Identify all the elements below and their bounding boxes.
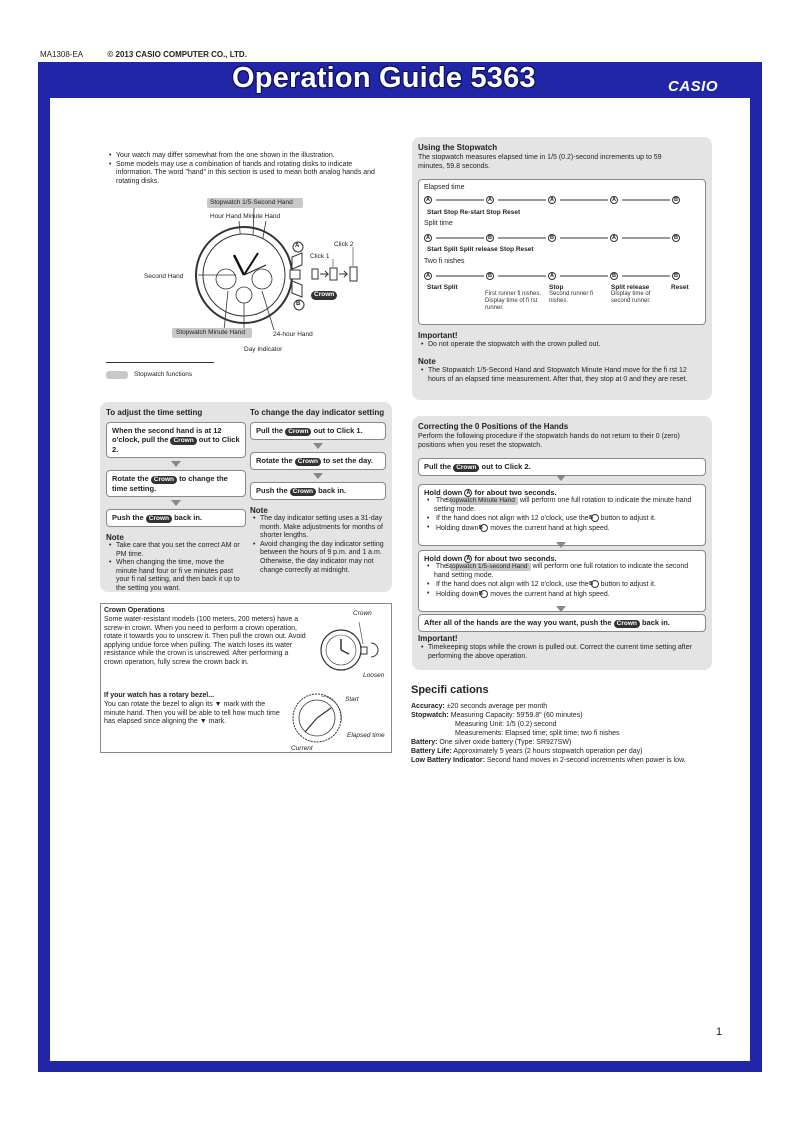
settings-panel [100, 402, 392, 592]
day-step-2: Rotate the Crown to set the day. [250, 452, 386, 470]
crown-pill: Crown [295, 458, 321, 466]
button-b-icon: B [610, 272, 618, 280]
arrow-down-icon [556, 475, 566, 481]
label-click2: Click 2 [334, 241, 354, 248]
copyright: © 2013 CASIO COMPUTER CO., LTD. [107, 50, 247, 59]
spec-stopwatch-unit: Measuring Unit: 1/5 (0.2) second [455, 721, 557, 728]
crown-pill: Crown [170, 437, 196, 445]
specifications [411, 684, 721, 765]
two-second-runner: Second runner fi nishes. [549, 291, 594, 304]
button-b-icon: B [486, 234, 494, 242]
elapsed-labels: Start Stop Re-start Stop Reset [427, 209, 521, 216]
button-b-icon: B [672, 272, 680, 280]
specs-title: Specifi cations [411, 684, 489, 696]
two-start-split: Start Split [427, 284, 458, 291]
adjust-step-1: When the second hand is at 12 o'clock, pull the Crown out to Click 2. [106, 422, 246, 458]
button-a-icon: A [424, 234, 432, 242]
stopwatch-panel [412, 137, 712, 400]
two-split-release: Split release [611, 284, 650, 291]
bezel-title: If your watch has a rotary bezel... [104, 692, 215, 699]
adjust-note-title: Note [106, 533, 124, 542]
label-stopwatch-15: Stopwatch 1/5-Second Hand [210, 199, 293, 206]
day-note-title: Note [250, 506, 268, 515]
arrow-line [560, 199, 608, 201]
stopwatch-note: • The Stopwatch 1/5-Second Hand and Stopwatch Minute Hand move for the fi rst 12 hours of an elapsed time measurement. After that, they stop at 0 and they are reset. [418, 367, 704, 384]
button-a-icon: A [424, 272, 432, 280]
correcting-step-1: Pull the Crown out to Click 2. [418, 458, 706, 476]
adjust-step-2: Rotate the Crown to change the time setting. [106, 470, 246, 497]
arrow-line [436, 275, 484, 277]
two-finishes-seq [424, 272, 700, 282]
stopwatch-minute-hand-pill: Stopwatch Minute Hand [450, 497, 518, 505]
spec-stopwatch: Stopwatch: Measuring Capacity: 59'59.8" (60 minutes) [411, 712, 583, 719]
spec-battery-life: Battery Life: Approximately 5 years (2 hours stopwatch operation per day) [411, 748, 643, 755]
button-b-icon: B [486, 272, 494, 280]
day-indicator-title: To change the day indicator setting [250, 408, 385, 417]
split-seq [424, 234, 700, 244]
label-button-a: A [295, 243, 300, 249]
button-b-icon: B [480, 524, 488, 532]
elapsed-label: Elapsed time [347, 732, 385, 739]
arrow-line [498, 237, 546, 239]
spec-stopwatch-measurements: Measurements: Elapsed time; split time; two fi nishes [455, 730, 620, 737]
elapsed-seq [424, 196, 700, 206]
label-day-indicator: Day Indicator [244, 346, 283, 353]
day-note: • Avoid changing the day indicator setting between the hours of 9 p.m. and 1 a.m. Otherwise, the day indicator may not change correctly at midnight. [250, 541, 386, 575]
casio-logo: CASIO [668, 78, 719, 95]
split-title: Split time [424, 220, 453, 227]
start-label: Start [345, 696, 359, 703]
button-b-icon: B [480, 590, 488, 598]
correcting-intro: Perform the following procedure if the stopwatch hands do not return to their 0 (zero) positions when you reset the stopwatch. [418, 433, 680, 449]
stopwatch-important: • Do not operate the stopwatch with the crown pulled out. [418, 341, 704, 350]
label-sw-minute: Stopwatch Minute Hand [176, 329, 246, 336]
label-crown: Crown [314, 291, 335, 298]
crown-pill: Crown [614, 620, 640, 628]
arrow-line [498, 199, 546, 201]
button-a-icon: A [548, 196, 556, 204]
watch-illustration [106, 195, 396, 385]
two-display-second: Display time of second runner. [611, 291, 651, 304]
arrow-down-icon [171, 461, 181, 467]
spec-accuracy: Accuracy: ±20 seconds average per month [411, 703, 548, 710]
two-stop: Stop [549, 284, 564, 291]
button-a-icon: A [464, 555, 472, 563]
label-hour-minute: Hour Hand Minute Hand [210, 213, 281, 220]
crown-ops-body: Some water-resistant models (100 meters, 200 meters) have a screw-in crown. When you need to perform a crown operation, rotate it towards you to unscrew it. Then pull the crown out. Avoid applying undue force when pulling. The watch loses its water resistance while the crown is unscrewed. After performing a crown operation, fully screw the crown back in. [104, 616, 306, 666]
legend-box [106, 362, 214, 380]
button-b-icon: B [591, 580, 599, 588]
correcting-title: Correcting the 0 Positions of the Hands [418, 422, 569, 431]
legend-label: Stopwatch functions [134, 371, 193, 378]
arrow-line [498, 275, 546, 277]
label-24h: 24-hour Hand [273, 331, 313, 338]
crown-pill: Crown [146, 515, 172, 523]
doc-code: MA1308-EA [40, 50, 84, 59]
button-b-icon: B [672, 196, 680, 204]
current-label: Current [291, 745, 313, 752]
adjust-step-3: Push the Crown back in. [106, 509, 246, 527]
correcting-panel [412, 416, 712, 670]
elapsed-title: Elapsed time [424, 184, 465, 191]
crown-pill: Crown [453, 464, 479, 472]
adjust-note: • When changing the time, move the minute hand four or fi ve minutes past your fi nal setting, and then back it up to the setting you want. [106, 559, 246, 593]
correcting-step-4: After all of the hands are the way you want, push the Crown back in. [418, 614, 706, 632]
button-a-icon: A [424, 196, 432, 204]
arrow-down-icon [171, 500, 181, 506]
button-b-icon: B [672, 234, 680, 242]
button-b-icon: B [548, 234, 556, 242]
arrow-down-icon [313, 473, 323, 479]
correcting-important: • Timekeeping stops while the crown is pulled out. Correct the current time setting after performing the above operation. [418, 644, 706, 661]
correcting-important-title: Important! [418, 634, 458, 643]
adjust-note: • Take care that you set the correct AM or PM time. [106, 542, 246, 559]
split-labels: Start Split Split release Stop Reset [427, 246, 534, 253]
crown-pill: Crown [285, 428, 311, 436]
legend-swatch [106, 371, 128, 379]
button-a-icon: A [548, 272, 556, 280]
button-a-icon: A [486, 196, 494, 204]
two-first-runner: First runner fi nishes. Display time of fi rst runner. [485, 291, 542, 311]
arrow-line [436, 237, 484, 239]
intro-bullet: • Some models may use a combination of hands and rotating disks to indicate information. The word "hand" in this section is used to mean both analog hands and rotating disks. [106, 161, 388, 187]
stopwatch-sequences [418, 179, 706, 325]
arrow-line [560, 237, 608, 239]
button-a-icon: A [464, 489, 472, 497]
stopwatch-important-title: Important! [418, 331, 458, 340]
button-a-icon: A [610, 234, 618, 242]
correcting-step-2: Hold down A for about two seconds. • The Stopwatch Minute Hand will perform one full rotation to indicate the minute hand setting mode. • If the hand does not align with 12 o'clock, use the B button to adjust it. • Holding down B moves the current hand at high speed. [418, 484, 706, 546]
intro-bullet: • Your watch may differ somewhat from the one shown in the illustration. [106, 152, 388, 161]
stopwatch-note-title: Note [418, 357, 436, 366]
day-step-1: Pull the Crown out to Click 1. [250, 422, 386, 440]
label-second-hand: Second Hand [144, 273, 184, 280]
button-a-icon: A [610, 196, 618, 204]
crown-pill: Crown [290, 488, 316, 496]
page-number: 1 [716, 1026, 723, 1038]
stopwatch-title: Using the Stopwatch [418, 143, 498, 152]
day-step-3: Push the Crown back in. [250, 482, 386, 500]
loosen-label: Loosen [363, 672, 385, 679]
crown-ops-title: Crown Operations [104, 607, 165, 614]
arrow-line [436, 199, 484, 201]
arrow-down-icon [313, 443, 323, 449]
correcting-step-3: Hold down A for about two seconds. • The Stopwatch 1/5-second Hand will perform one full rotation to indicate the second hand setting mode. • If the hand does not align with 12 o'clock, use the B button to adjust it. • Holding down B moves the current hand at high speed. [418, 550, 706, 612]
two-reset: Reset [671, 284, 689, 291]
adjust-time-title: To adjust the time setting [106, 408, 203, 417]
spec-low-battery: Low Battery Indicator: Second hand moves in 2-second increments when power is low. [411, 757, 686, 764]
crown-label: Crown [353, 610, 372, 617]
intro-notes [106, 152, 388, 186]
bezel-illustration [287, 688, 347, 752]
button-b-icon: B [591, 514, 599, 522]
arrow-line [622, 237, 670, 239]
arrow-line [560, 275, 608, 277]
watch-diagram [106, 195, 396, 385]
page-title: Operation Guide 5363 [232, 62, 536, 94]
two-finishes-title: Two fi nishes [424, 258, 465, 265]
arrow-down-icon [556, 542, 566, 548]
arrow-down-icon [556, 606, 566, 612]
label-button-b: B [296, 301, 301, 307]
spec-battery: Battery: One silver oxide battery (Type: SR927SW) [411, 739, 572, 746]
day-note: • The day indicator setting uses a 31-day month. Make adjustments for months of shorter lengths. [250, 515, 386, 541]
arrow-line [622, 199, 670, 201]
label-click1: Click 1 [310, 253, 330, 260]
stopwatch-15-second-hand-pill: Stopwatch 1/5-second Hand [450, 563, 531, 571]
crown-pill: Crown [151, 476, 177, 484]
bezel-body: You can rotate the bezel to align its ▼ mark with the minute hand. Then you will be able to tell how much time has elapsed since aligning the ▼ mark. [104, 701, 280, 726]
top-meta [40, 50, 269, 59]
stopwatch-intro: The stopwatch measures elapsed time in 1/5 (0.2)-second increments up to 59 minutes, 59.8 seconds. [418, 154, 662, 170]
arrow-line [622, 275, 670, 277]
crown-ops-panel [100, 603, 392, 753]
